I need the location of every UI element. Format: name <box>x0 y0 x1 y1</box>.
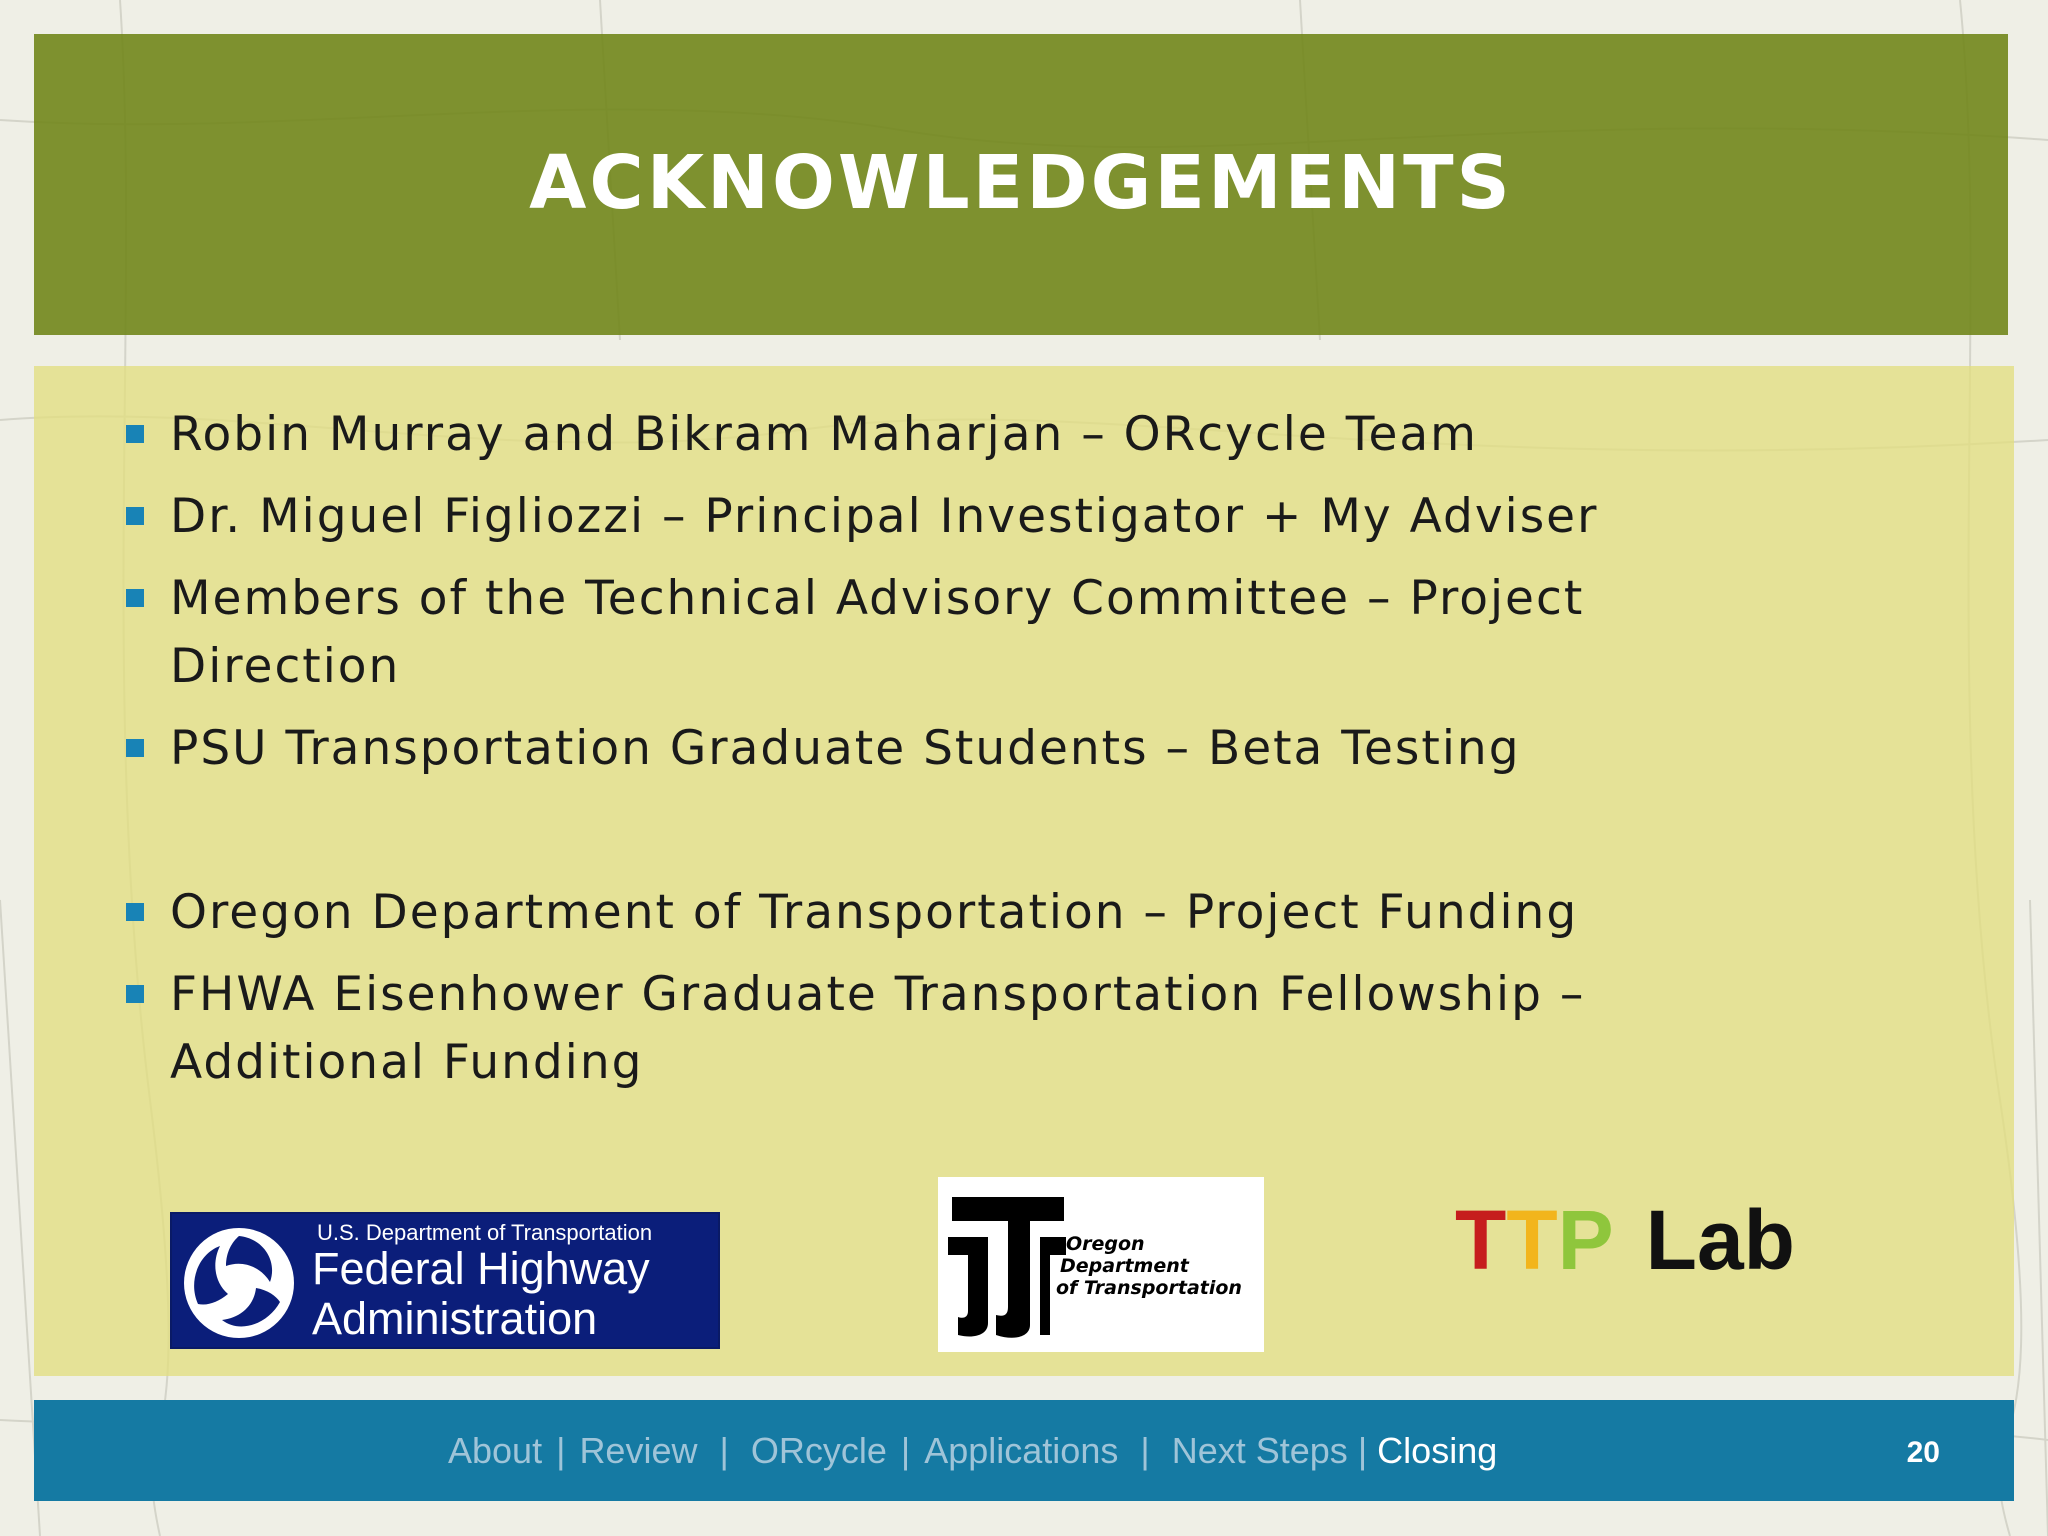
nav-item-next-steps[interactable]: Next Steps <box>1171 1430 1348 1471</box>
bullet-square-icon <box>126 903 144 921</box>
list-item <box>126 483 1806 551</box>
fhwa-tri-swoosh-icon <box>182 1226 296 1340</box>
list-item-text: FHWA Eisenhower Graduate Transportation Fellowship – Additional Funding <box>170 967 1586 1090</box>
list-item <box>126 401 1806 469</box>
nav-separator: | <box>719 1430 729 1471</box>
fhwa-logo <box>170 1212 720 1349</box>
fhwa-name-line2: Administration <box>312 1293 598 1344</box>
odot-logo <box>938 1177 1264 1352</box>
list-item-text: Robin Murray and Bikram Maharjan – ORcycle Team <box>170 407 1478 462</box>
slide-title: ACKNOWLEDGEMENTS <box>529 139 1513 226</box>
list-item <box>126 565 1806 701</box>
ttp-letter-t2: T <box>1506 1192 1558 1287</box>
fhwa-name-line1: Federal Highway <box>312 1243 650 1294</box>
nav-separator: | <box>1357 1430 1368 1471</box>
list-item <box>126 961 1806 1097</box>
ttp-letter-p: P <box>1557 1192 1614 1287</box>
ttp-lab-word: Lab <box>1645 1192 1795 1287</box>
ttp-lab-logo <box>1455 1192 1855 1287</box>
nav-item-closing[interactable]: Closing <box>1377 1430 1498 1471</box>
odot-name-line2: Department <box>1060 1255 1189 1277</box>
page-number: 20 <box>1906 1436 1940 1469</box>
footer-bar <box>34 1400 2014 1501</box>
bullet-square-icon <box>126 589 144 607</box>
list-item <box>126 715 1806 783</box>
nav-separator: | <box>1140 1430 1150 1471</box>
odot-name-line1: Oregon <box>1066 1233 1145 1255</box>
nav-item-orcycle[interactable]: ORcycle <box>750 1430 887 1471</box>
list-item-text: Dr. Miguel Figliozzi – Principal Investigator + My Adviser <box>170 489 1599 544</box>
odot-emblem-icon <box>944 1185 1069 1345</box>
title-bar <box>34 34 2008 335</box>
bullet-square-icon <box>126 425 144 443</box>
fhwa-dept-label: U.S. Department of Transportation <box>317 1220 653 1245</box>
odot-name-line3: of Transportation <box>1056 1277 1242 1299</box>
list-item-text: Oregon Department of Transportation – Project Funding <box>170 885 1579 940</box>
bullet-square-icon <box>126 739 144 757</box>
nav-item-review[interactable]: Review <box>579 1430 698 1471</box>
nav-item-about[interactable]: About <box>448 1430 543 1471</box>
list-item-text: Members of the Technical Advisory Committee – Project Direction <box>170 571 1585 694</box>
section-nav <box>448 1428 1497 1474</box>
ttp-letter-t1: T <box>1455 1192 1507 1287</box>
nav-separator: | <box>556 1430 566 1471</box>
nav-separator: | <box>900 1430 911 1471</box>
bullet-square-icon <box>126 507 144 525</box>
list-item-text: PSU Transportation Graduate Students – Beta Testing <box>170 721 1521 776</box>
bullet-square-icon <box>126 985 144 1003</box>
nav-item-applications[interactable]: Applications <box>924 1430 1119 1471</box>
list-item <box>126 879 1806 947</box>
